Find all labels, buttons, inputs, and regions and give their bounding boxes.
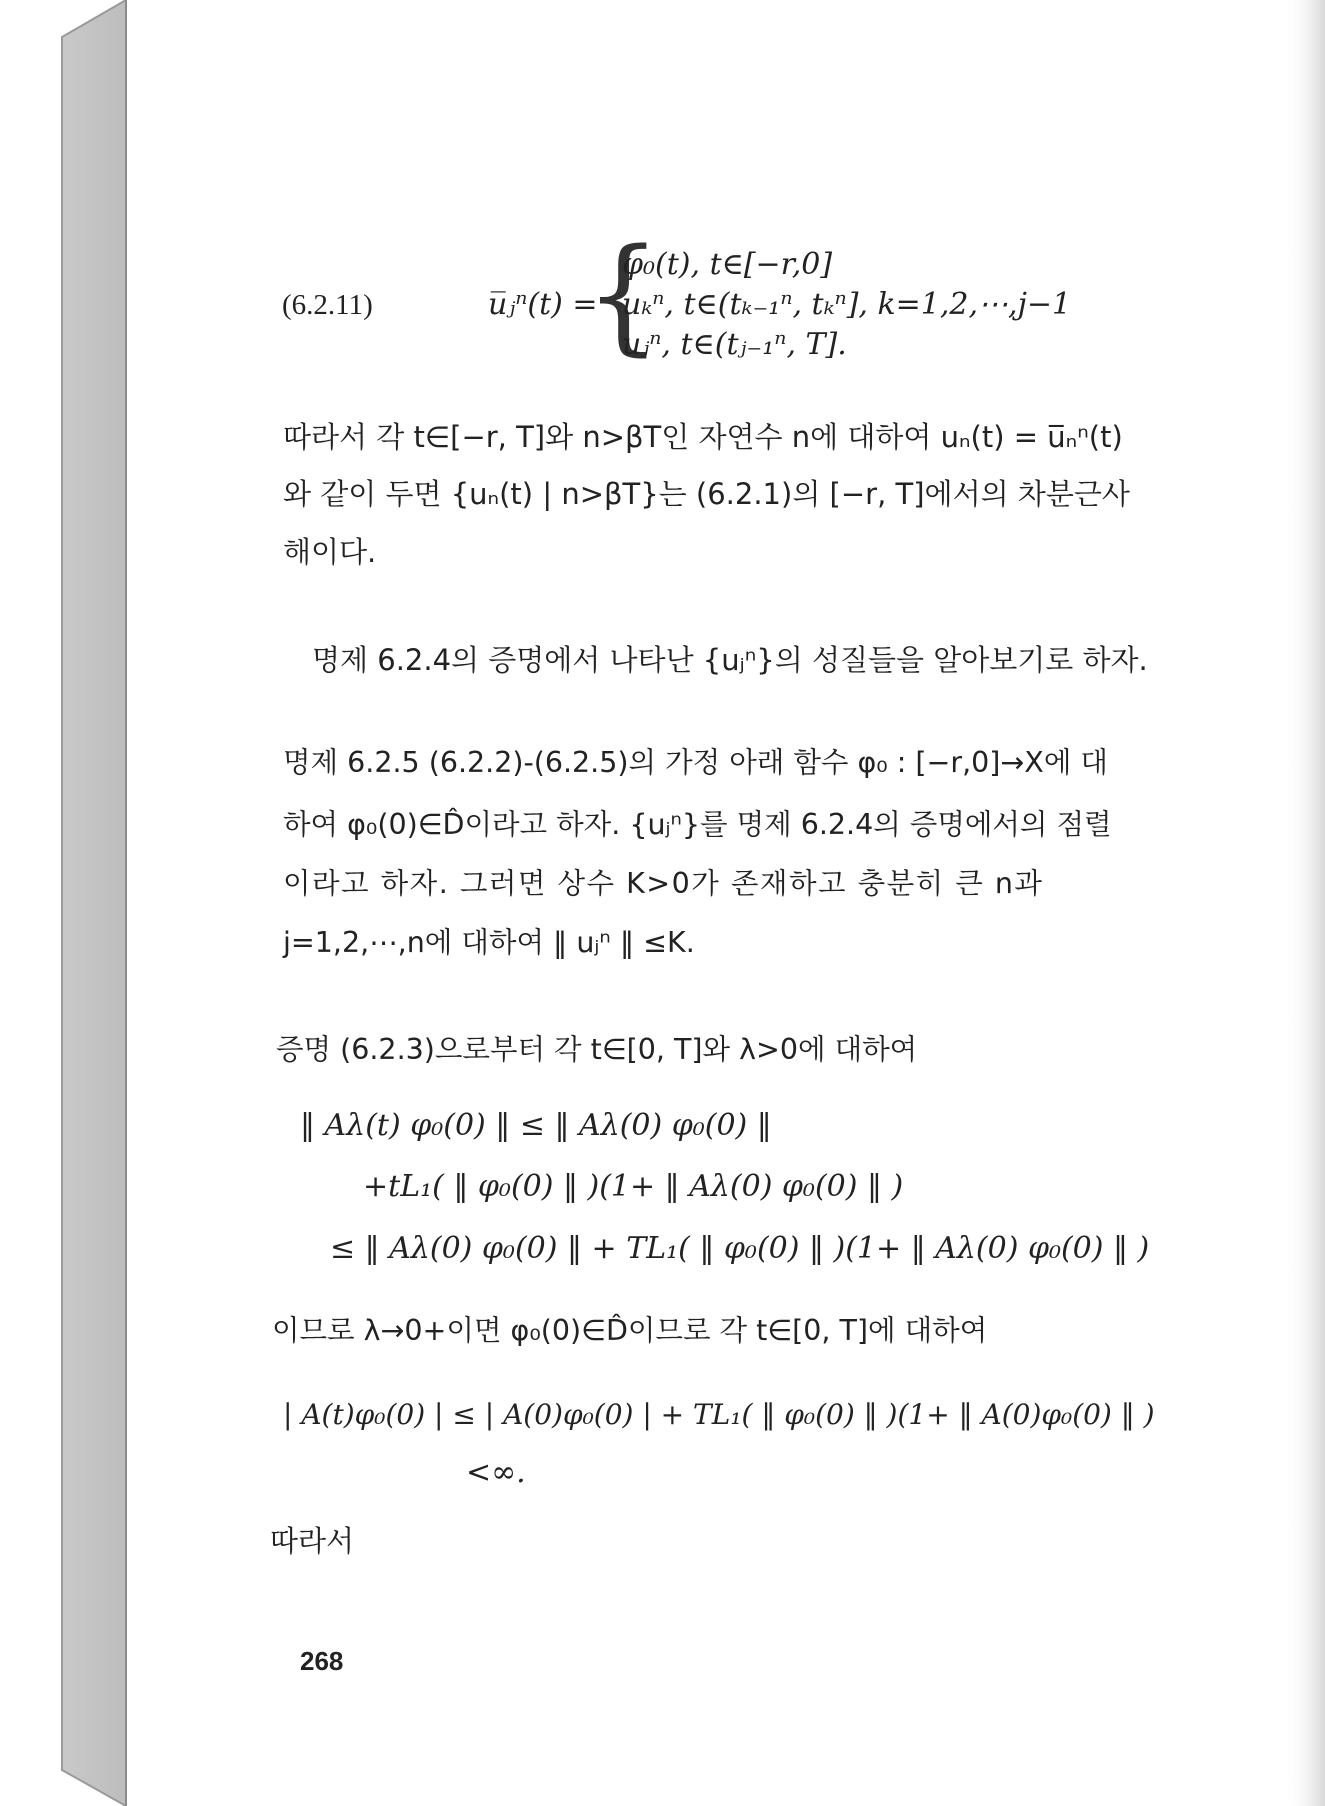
proposition-line-1: 명제 6.2.5 (6.2.2)-(6.2.5)의 가정 아래 함수 φ₀ : [−r,0]→X에 대 xyxy=(283,746,1108,779)
proof-inequality-5: <∞. xyxy=(466,1455,526,1490)
proposition-line-3: 이라고 하자. 그러면 상수 K>0가 존재하고 충분히 큰 n과 xyxy=(283,867,1044,900)
proof-line-3: 따라서 xyxy=(270,1524,355,1558)
proposition-line-2: 하여 φ₀(0)∈D̂이라고 하자. {uⱼⁿ}를 명제 6.2.4의 증명에서의 점렬 xyxy=(283,808,1112,841)
equation-case-2: uₖⁿ, t∈(tₖ₋₁ⁿ, tₖⁿ], k=1,2,⋯,j−1 xyxy=(622,287,1072,322)
paragraph-2: 명제 6.2.4의 증명에서 나타난 {uⱼⁿ}의 성질들을 알아보기로 하자. xyxy=(312,643,1148,677)
proof-line-1: 증명 (6.2.3)으로부터 각 t∈[0, T]와 λ>0에 대하여 xyxy=(276,1033,918,1066)
equation-case-1: φ₀(t), t∈[−r,0] xyxy=(622,247,833,282)
case-brace: { xyxy=(585,222,662,369)
equation-label: (6.2.11) xyxy=(282,289,373,321)
proof-line-2: 이므로 λ→0+이면 φ₀(0)∈D̂이므로 각 t∈[0, T]에 대하여 xyxy=(272,1314,988,1347)
equation-case-3: uⱼⁿ, t∈(tⱼ₋₁ⁿ, T]. xyxy=(622,327,847,362)
proposition-line-4: j=1,2,⋯,n에 대하여 ‖ uⱼⁿ ‖ ≤K. xyxy=(283,926,695,959)
paragraph-1-line-3: 해이다. xyxy=(283,535,377,569)
proof-inequality-3: ≤ ‖ Aλ(0) φ₀(0) ‖ + TL₁( ‖ φ₀(0) ‖ )(1+ ‖ Aλ(0) φ₀(0) ‖ ) xyxy=(330,1231,1150,1266)
paragraph-1-line-1: 따라서 각 t∈[−r, T]와 n>βT인 자연수 n에 대하여 uₙ(t) = u̅ₙⁿ(t) xyxy=(283,420,1123,454)
proof-inequality-2: +tL₁( ‖ φ₀(0) ‖ )(1+ ‖ Aλ(0) φ₀(0) ‖ ) xyxy=(363,1169,904,1204)
proof-inequality-4: | A(t)φ₀(0) | ≤ | A(0)φ₀(0) | + TL₁( ‖ φ₀(0) ‖ )(1+ ‖ A(0)φ₀(0) ‖ ) xyxy=(283,1398,1155,1431)
equation-lhs: u̅ⱼⁿ(t) = xyxy=(488,287,598,322)
paragraph-1-line-2: 와 같이 두면 {uₙ(t) | n>βT}는 (6.2.1)의 [−r, T]에서의 차분근사 xyxy=(283,477,1130,511)
proof-inequality-1: ‖ Aλ(t) φ₀(0) ‖ ≤ ‖ Aλ(0) φ₀(0) ‖ xyxy=(300,1108,772,1143)
page-number: 268 xyxy=(300,1646,344,1676)
